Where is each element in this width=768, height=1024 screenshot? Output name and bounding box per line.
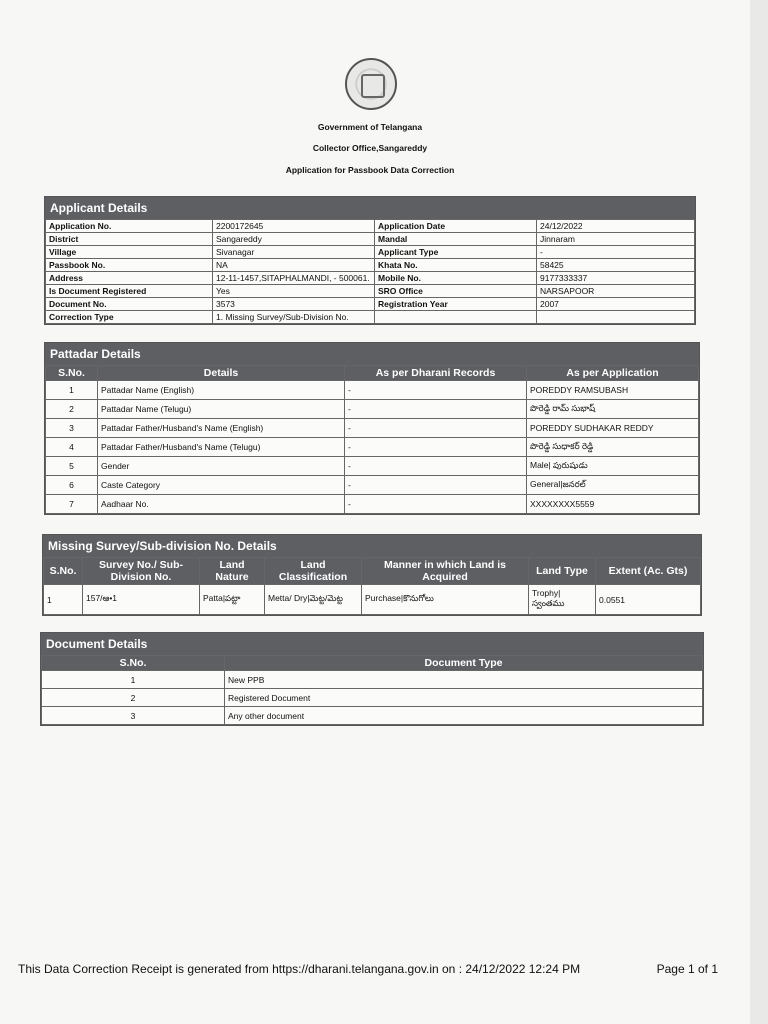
row-dharani-value: -	[345, 438, 527, 457]
field-label: Application Date	[375, 220, 537, 233]
header-application-title: Application for Passbook Data Correction	[285, 165, 455, 175]
row-dharani-value: -	[345, 457, 527, 476]
document-row	[42, 707, 703, 725]
field-label: Document No.	[46, 298, 213, 311]
column-header: Land Nature	[200, 558, 265, 585]
field-label: Mandal	[375, 233, 537, 246]
column-header: Land Classification	[265, 558, 362, 585]
field-value: 9177333337	[537, 272, 695, 285]
field-label: Correction Type	[46, 311, 213, 324]
applicant-row	[46, 259, 695, 272]
row-dharani-value: -	[345, 400, 527, 419]
row-application-value: XXXXXXXX5559	[527, 495, 699, 514]
survey-type: Trophy| స్వంతము	[529, 585, 596, 615]
document-type: Any other document	[225, 707, 703, 725]
row-application-value: పొరెడ్డి రామ్ సుభాష్	[527, 400, 699, 419]
row-dharani-value: -	[345, 419, 527, 438]
column-header: S.No.	[42, 656, 225, 671]
row-application-value: General|జనరల్	[527, 476, 699, 495]
row-detail: Gender	[98, 457, 345, 476]
row-application-value: POREDDY RAMSUBASH	[527, 381, 699, 400]
field-value: 24/12/2022	[537, 220, 695, 233]
applicant-row	[46, 298, 695, 311]
row-application-value: పొరెడ్డి సుధాకర్ రెడ్డి	[527, 438, 699, 457]
field-value: NARSAPOOR	[537, 285, 695, 298]
field-label: Is Document Registered	[46, 285, 213, 298]
field-value: 2200172645	[213, 220, 375, 233]
field-label: Application No.	[46, 220, 213, 233]
document-row	[42, 689, 703, 707]
row-dharani-value: -	[345, 381, 527, 400]
document-sno: 3	[42, 707, 225, 725]
pattadar-details-title: Pattadar Details	[45, 343, 699, 365]
row-sno: 1	[46, 381, 98, 400]
pattadar-row	[46, 495, 699, 514]
row-detail: Pattadar Name (English)	[98, 381, 345, 400]
survey-row	[44, 585, 701, 615]
row-detail: Pattadar Father/Husband's Name (English)	[98, 419, 345, 438]
field-label: Registration Year	[375, 298, 537, 311]
field-value: Yes	[213, 285, 375, 298]
applicant-row	[46, 285, 695, 298]
row-detail: Caste Category	[98, 476, 345, 495]
row-sno: 4	[46, 438, 98, 457]
row-detail: Aadhaar No.	[98, 495, 345, 514]
row-dharani-value: -	[345, 476, 527, 495]
document-details-table	[41, 655, 703, 725]
column-header: S.No.	[46, 366, 98, 381]
column-header: Manner in which Land is Acquired	[362, 558, 529, 585]
document-details-section	[40, 632, 704, 726]
column-header: As per Dharani Records	[345, 366, 527, 381]
column-header: Extent (Ac. Gts)	[596, 558, 701, 585]
column-header: As per Application	[527, 366, 699, 381]
column-header: Details	[98, 366, 345, 381]
applicant-details-table	[45, 219, 695, 324]
field-label: Mobile No.	[375, 272, 537, 285]
field-value: 1. Missing Survey/Sub-Division No.	[213, 311, 375, 324]
pattadar-row	[46, 457, 699, 476]
receipt-generated-text: This Data Correction Receipt is generated from https://dharani.telangana.gov.in on : 24/12/2022 12:24 PM	[18, 962, 581, 976]
pattadar-details-section	[44, 342, 700, 515]
field-value: -	[537, 246, 695, 259]
field-value: 12-11-1457,SITAPHALMANDI, - 500061.	[213, 272, 375, 285]
document-type: New PPB	[225, 671, 703, 689]
document-row	[42, 671, 703, 689]
field-value: 3573	[213, 298, 375, 311]
field-label: District	[46, 233, 213, 246]
field-value: 2007	[537, 298, 695, 311]
footer	[18, 962, 718, 976]
pattadar-row	[46, 419, 699, 438]
field-label: SRO Office	[375, 285, 537, 298]
survey-details-table	[43, 557, 701, 615]
row-application-value: Male| పురుషుడు	[527, 457, 699, 476]
government-emblem-icon	[345, 58, 397, 110]
row-sno: 2	[46, 400, 98, 419]
page-number: Page 1 of 1	[656, 962, 718, 976]
applicant-details-title: Applicant Details	[45, 197, 695, 219]
row-sno: 7	[46, 495, 98, 514]
applicant-row	[46, 233, 695, 246]
column-header: Survey No./ Sub-Division No.	[83, 558, 200, 585]
survey-sno: 1	[44, 585, 83, 615]
pattadar-details-table	[45, 365, 699, 514]
document-type: Registered Document	[225, 689, 703, 707]
survey-details-title: Missing Survey/Sub-division No. Details	[43, 535, 701, 557]
applicant-row	[46, 272, 695, 285]
header-government: Government of Telangana	[317, 122, 423, 132]
field-label: Address	[46, 272, 213, 285]
field-label: Applicant Type	[375, 246, 537, 259]
pattadar-row	[46, 438, 699, 457]
column-header: Document Type	[225, 656, 703, 671]
field-value: Sangareddy	[213, 233, 375, 246]
field-value: Sivanagar	[213, 246, 375, 259]
field-label: Village	[46, 246, 213, 259]
survey-nature: Patta|పట్టా	[200, 585, 265, 615]
field-label: Passbook No.	[46, 259, 213, 272]
survey-details-section	[42, 534, 702, 616]
applicant-row	[46, 311, 695, 324]
field-value: 58425	[537, 259, 695, 272]
row-detail: Pattadar Name (Telugu)	[98, 400, 345, 419]
document-details-title: Document Details	[41, 633, 703, 655]
survey-classification: Metta/ Dry|మెట్ట/మెట్ట	[265, 585, 362, 615]
row-sno: 3	[46, 419, 98, 438]
row-dharani-value: -	[345, 495, 527, 514]
column-header: S.No.	[44, 558, 83, 585]
applicant-row	[46, 220, 695, 233]
row-sno: 6	[46, 476, 98, 495]
pattadar-row	[46, 381, 699, 400]
field-value: Jinnaram	[537, 233, 695, 246]
document-sno: 1	[42, 671, 225, 689]
row-detail: Pattadar Father/Husband's Name (Telugu)	[98, 438, 345, 457]
applicant-details-section	[44, 196, 696, 325]
column-header: Land Type	[529, 558, 596, 585]
field-value: NA	[213, 259, 375, 272]
field-label	[375, 311, 537, 324]
applicant-row	[46, 246, 695, 259]
pattadar-row	[46, 400, 699, 419]
survey-extent: 0.0551	[596, 585, 701, 615]
field-label: Khata No.	[375, 259, 537, 272]
field-value	[537, 311, 695, 324]
document-sno: 2	[42, 689, 225, 707]
header-office: Collector Office,Sangareddy	[312, 143, 428, 153]
row-application-value: POREDDY SUDHAKAR REDDY	[527, 419, 699, 438]
survey-survey: 157/ఆ•1	[83, 585, 200, 615]
survey-manner: Purchase|కొనుగోలు	[362, 585, 529, 615]
row-sno: 5	[46, 457, 98, 476]
pattadar-row	[46, 476, 699, 495]
